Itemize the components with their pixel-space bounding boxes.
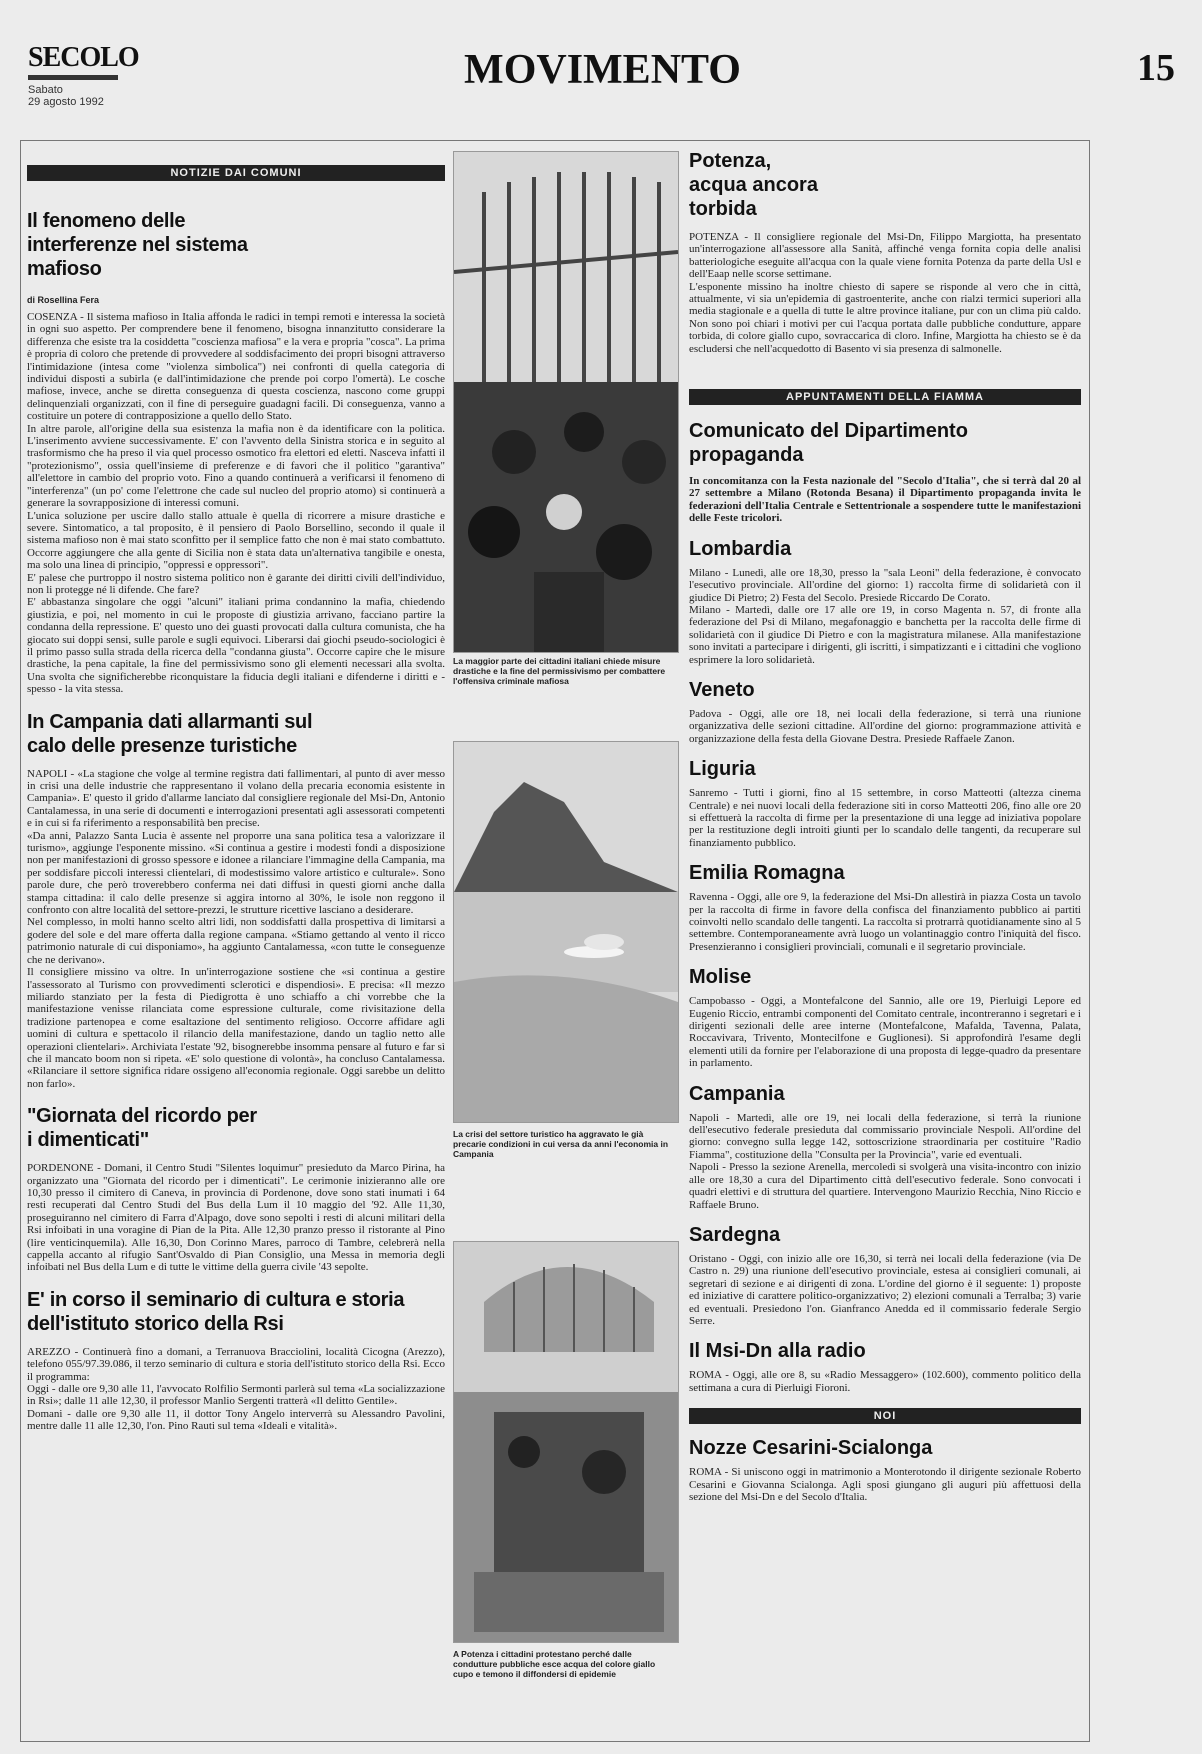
region-sardegna-title: Sardegna (689, 1223, 781, 1246)
region-liguria-p1: Sanremo - Tutti i giorni, fino al 15 settembre, in corso Matteotti (altezza cinema Centrale) e nei nuovi locali della federazione siti in corso Matteotti 206, fino alle ore 20 si effettuerà la raccolta di firme per la presentazione di una legge ad iniziativa popolare per la restituzione degli introiti giunti per lo scandalo delle tangenti, da recuperare sul finanziamento pubblico. (689, 787, 1081, 849)
region-molise-title: Molise (689, 966, 752, 989)
article-nozze-title: Nozze Cesarini-Scialonga (689, 1437, 933, 1460)
masthead (20, 40, 1185, 130)
right-column (689, 149, 1081, 1503)
page-number: 15 (1137, 47, 1175, 89)
region-veneto-p1: Padova - Oggi, alle ore 18, nei locali della federazione, si terrà una riunione organizzativa delle sezioni cittadine. All'ordine del giorno: programmazione attività e organizzazione della festa della Giovane Destra. Presiede Raffaele Zanon. (689, 707, 1081, 745)
article-mafia-p5: E' abbastanza singolare che oggi "alcuni" italiani prima condannino la mafia, chiedendo giustizia, e poi, nel momento in cui le proposte di giustizia arrivano, facciano partire la condanna della repressione. E' questo uno dei guasti provocati dalla cultura comunista, che ha giocato sui doppi sensi, sulle parole e sugli equivoci. Liberarsi dai giochi pseudo-sociologici è il primo passo sulla strada della ricerca della "condanna giusta". Occorre capire che le misure drastiche, la pena capitale, la fine del permissivismo sono gli elementi necessari alla svolta. Una svolta che significherebbe riconquistare la fiducia degli italiani e difenderne i diritti e - spesso - la vita stessa. (27, 596, 445, 696)
section-band-appuntamenti: APPUNTAMENTI DELLA FIAMMA (689, 389, 1081, 405)
article-radio-p1: ROMA - Oggi, alle ore 8, su «Radio Messaggero» (102.600), commento politico della settimana a cura di Pierluigi Fioroni. (689, 1369, 1081, 1394)
region-campania-title: Campania (689, 1082, 785, 1105)
article-giornata-p1: PORDENONE - Domani, il Centro Studi "Silentes loquimur" presieduto da Marco Pirina, ha organizzato una "Giornata del ricordo per i dimenticati". Le cerimonie inizieranno alle ore 10,30 presso il cimitero di Caneva, in provincia di Pordenone, dove sono stati inumati i 64 resti recuperati dal Centro Studi del Bus della Lum il 10 maggio del '92. Alle 11,30, proseguiranno nel cimitero di Farra d'Alpago, dove sono sepolti i resti di alcuni militari della Rsi infoibati in una voragine di Pian de la Pita. Alle 12,30 pranzo presso il ristorante al Pino (lire venticinquemila). Alle 16,30, Don Corinno Mares, parroco di Tambre, celebrerà nella cappella accanto al rifugio Sant'Osvaldo di Pian Consiglio, una Messa in memoria degli infoibati nel Bus della Lum e di tutte le vittime della guerra civile '43 sepolte. (27, 1162, 445, 1274)
article-mafia (27, 209, 445, 696)
section-title: MOVIMENTO (464, 47, 741, 93)
photo-campania-caption: La crisi del settore turistico ha aggravato le già precarie condizioni in cui versa da anni l'economia in Campania (453, 1129, 669, 1159)
article-campania-p1: NAPOLI - «La stagione che volge al termine registra dati fallimentari, al punto di aver messo in crisi una delle industrie che rappresentano il volano della precaria economia esistente in Campania». E' questo il grido d'allarme lanciato dal consigliere regionale del Msi-Dn, Antonio Cantalamessa, in una serie di documenti e interrogazioni presentati agli assessorati competenti e in cui si fa riferimento a responsabilità ben precise. (27, 767, 445, 830)
article-potenza-p2: L'esponente missino ha inoltre chiesto di sapere se risponde al vero che in città, attualmente, vi sia un'epidemia di gastroenterite, anche con rialzi termici superiori alla media stagionale e a quella di tutte le altre province italiane, pur con un clima più caldo. Non sono poi chiari i motivi per cui l'acqua portata dalle pubbliche condutture, appare torbida, di colore giallo cupo, sovraccarica di cloro. Infine, Margiotta ha chiesto se è da escludersi che nell'acquedotto di Basento vi sia presenza di salmonelle. (689, 280, 1081, 355)
photo-potenza-water (453, 1241, 679, 1643)
article-potenza (689, 149, 1081, 355)
article-radio-title: Il Msi-Dn alla radio (689, 1340, 866, 1363)
region-veneto-title: Veneto (689, 678, 755, 701)
photo-mafia-police (453, 151, 679, 653)
region-liguria-title: Liguria (689, 758, 756, 781)
photo-mafia-caption: La maggior parte dei cittadini italiani chiede misure drastiche e la fine del permissivismo per combattere l'offensiva criminale mafiosa (453, 656, 666, 686)
region-lombardia (689, 537, 1081, 666)
region-lombardia-p1: Milano - Lunedì, alle ore 18,30, presso la "sala Leoni" della federazione, è convocato l'esecutivo provinciale. All'ordine del giorno: 1) raccolta firme di solidarietà con il giudice Di Pietro; 2) Festa del Secolo. Presiede Riccardo De Corato. (689, 566, 1081, 604)
article-giornata (27, 1104, 445, 1274)
article-seminario-p3: Domani - dalle ore 9,30 alle 11, il dottor Tony Angelo interverrà su Alessandro Pavolini, mentre dalle 11 alle 12,30, l'on. Pino Rauti sul tema «Ideali e vitalità». (27, 1407, 445, 1433)
region-campania-p2: Napoli - Presso la sezione Arenella, mercoledì si svolgerà una visita-incontro con inizio alle ore 18,30 a cura del Dipartimento città dell'esecutivo federale. Sono convocati i quadri elettivi e di struttura del quartiere. Intervengono Maurizio Recchia, Nino Riccio e Raffaele Bruno. (689, 1161, 1081, 1211)
article-potenza-title: Potenza, acqua ancora torbida (689, 150, 818, 220)
article-giornata-title: "Giornata del ricordo per i dimenticati" (27, 1105, 257, 1152)
article-campania-p2: «Da anni, Palazzo Santa Lucia è assente nel proporre una sana politica tesa a valorizzare il turismo», aggiunge l'esponente missino. «Si continua a gestire i modesti fondi a disposizione non per manifestazioni di grosso spessore e idonee a rilanciare l'immagine della Campania, ma per soddisfare piccoli interessi clientelari, di modestissimo valore artistico e culturale». Sono parole dure, che però troverebbero conferma nei dati diffusi in questi giorni anche dalla stampa cittadina: il calo delle presenze si aggira intorno al 30%, le isole non reggono il confronto con altre località del settore-prezzi, le strutture ricettive lasciano a desiderare. (27, 829, 445, 917)
article-comunicato (689, 419, 1081, 525)
section-band-noi: NOI (689, 1408, 1081, 1424)
article-campania (27, 710, 445, 1091)
article-comunicato-title: Comunicato del Dipartimento propaganda (689, 420, 968, 467)
article-comunicato-p1: In concomitanza con la Festa nazionale del "Secolo d'Italia", che si terrà dal 20 al 27 settembre a Milano (Rotonda Besana) il Dipartimento propaganda invita le federazioni dell'Italia Centrale e Settentrionale a sospendere tutte le manifestazioni delle Feste tricolori. (689, 475, 1081, 525)
newspaper-logo: SECOLO (28, 42, 139, 73)
day: Sabato (28, 84, 63, 96)
article-campania-title: In Campania dati allarmanti sul calo delle presenze turistiche (27, 710, 313, 757)
article-mafia-p4: E' palese che purtroppo il nostro sistema politico non è garante dei diritti civili dell'individuo, non li protegge né li difende. Che fare? (27, 571, 445, 596)
region-lombardia-title: Lombardia (689, 537, 792, 560)
article-campania-p4: Il consigliere missino va oltre. In un'interrogazione sostiene che «si continua a gestire l'assessorato al Turismo con provvedimenti sclerotici e dispendiosi». E precisa: «Il mezzo miliardo stanziato per la festa di Piedigrotta è uno schiaffo a chi vorrebbe che la manifestazione venisse rilanciata come espressione culturale, come rivisitazione della tradizione partenopea e come esaltazione del sentimento religioso. Occorre affidare agli uomini di cultura e spettacolo il rilancio della manifestazione, dando un taglio netto alle operazioni clientelari». Archiviata l'estate '92, bisognerebbe insomma pensare al futuro e far sì che il mancato boom non si ripeta. «E' solo questione di volontà», ha concluso Cantalamessa. «Rilanciare il settore significa ridare ossigeno all'economia regionale. Oggi sarebbe un delitto non farlo». (27, 966, 445, 1090)
photo-column (451, 141, 681, 1741)
region-liguria (689, 757, 1081, 849)
article-radio (689, 1339, 1081, 1394)
content-frame (20, 140, 1090, 1742)
section-band-notizie: NOTIZIE DAI COMUNI (27, 165, 445, 181)
article-seminario-p1: AREZZO - Continuerà fino a domani, a Terranuova Bracciolini, località Cicogna (Arezzo), telefono 055/97.39.086, il terzo seminario di cultura e storia dell'istituto storico della Rsi. Ecco il programma: (27, 1345, 445, 1383)
date: 29 agosto 1992 (28, 96, 104, 108)
article-seminario (27, 1288, 445, 1433)
article-nozze-p1: ROMA - Si uniscono oggi in matrimonio a Monterotondo il dirigente sezionale Roberto Cesarini e Giovanna Scialonga. Agli sposi giungano gli auguri più affettuosi della sezione del Msi-Dn e del Secolo d'Italia. (689, 1466, 1081, 1503)
article-mafia-byline: di Rosellina Fera (27, 295, 100, 305)
article-nozze (689, 1436, 1081, 1503)
article-seminario-p2: Oggi - dalle ore 9,30 alle 11, l'avvocato Rolfilio Sermonti parlerà sul tema «La socializzazione in Rsi»; dalle 11 alle 12,30, il professor Manlio Sergenti tratterà «Il delitto Gentile». (27, 1383, 445, 1408)
photo-campania-coast (453, 741, 679, 1123)
region-sardegna (689, 1223, 1081, 1327)
region-molise (689, 965, 1081, 1069)
region-lombardia-p2: Milano - Martedì, dalle ore 17 alle ore 19, in corso Magenta n. 57, di fronte alla federazione del Psi di Milano, megafonaggio e banchetta per la raccolta delle firme di solidarietà con il giudice Di Pietro e con la magistratura milanese. Alla manifestazione sono invitati a partecipare i dirigenti, gli iscritti, i simpatizzanti e i cittadini che vogliono esprimere la loro solidarietà. (689, 603, 1081, 666)
region-emilia-p1: Ravenna - Oggi, alle ore 9, la federazione del Msi-Dn allestirà in piazza Costa un tavolo per la raccolta di firme in favore della confisca del finanziamento pubblico ai partiti coinvolti nello scandalo delle tangenti. La raccolta si protrarrà quotidianamente sino al 5 settembre. Contemporaneamente avrà luogo un volantinaggio contro l'iniquità del fisco. Presenzieranno i consiglieri provinciali, comunali e il segretario provinciale. (689, 891, 1081, 953)
photo-potenza-caption: A Potenza i cittadini protestano perché dalle condutture pubbliche esce acqua del colore giallo cupo e temono il diffondersi di epidemie (453, 1649, 656, 1679)
article-mafia-p2: In altre parole, all'origine della sua esistenza la mafia non è da identificare con la politica. L'inserimento avviene successivamente. E' con l'avvento della Sinistra storica e in seguito al trasformismo che ha preso il via quel processo osmotico fra elettori ed eletti. Nasceva infatti il "protezionismo", ossia quell'insieme di preferenze e di favori che il politico "garantiva" all'elettore in cambio del proprio voto. Fino a quando continuerà a verificarsi il fenomeno di "interferenza" (un po' come l'elettrone che cade sul nucleo del proprio atomo) si continuerà a generare la sovrapposizione di interessi comuni. (27, 422, 445, 510)
article-campania-p3: Nel complesso, in molti hanno scelto altri lidi, non soddisfatti dalla prospettiva di limitarsi a godere del sole e del mare offerta dalla regione campana. «Stiamo gettando al vento il ricco patrimonio naturale di cui disponiamo», ha aggiunto Cantalamessa, «con tutte le conseguenze che ne derivano». (27, 916, 445, 966)
region-emilia-romagna (689, 861, 1081, 953)
region-veneto (689, 678, 1081, 745)
left-column (27, 165, 445, 1433)
article-mafia-title: Il fenomeno delle interferenze nel sistema mafioso (27, 210, 248, 280)
article-mafia-p1: COSENZA - Il sistema mafioso in Italia affonda le radici in tempi remoti e interessa la società in ogni suo aspetto. Per comprendere bene il fenomeno, bisogna innanzitutto considerare la differenza che esiste tra la cosiddetta "coscienza mafiosa" e la vera e propria "cosca". La prima è propria di coloro che pretende di provvedere al soddisfacimento dei propri bisogni attraverso l'intimidazione (intesa come "violenza simbolica") nei confronti di quella categoria di individui disposti a subirla (e dall'intimidazione che prende poi corpo l'omertà). Le cosche mafiose, invece, anche se diretta conseguenza di questa coscienza, nascono come gruppi delinquenziali organizzati, con il fine di perseguire guadagni facili. Di conseguenza, vanno a costituire un potere di contrapposizione a quello dello Stato. (27, 311, 445, 423)
region-molise-p1: Campobasso - Oggi, a Montefalcone del Sannio, alle ore 19, Pierluigi Lepore ed Eugenio Riccio, entrambi componenti del Comitato centrale, incontreranno i segretari e i dirigenti sezionali delle aree interne (Montefalcone, Mafalda, Tavenna, Palata, Roccavivara, Trivento, Montecilfone e Guglionesi). Si approfondirà l'esame degli elementi utili da fornire per l'elaborazione di una proposta di legge-quadro da presentare in parlamento. (689, 995, 1081, 1070)
article-potenza-p1: POTENZA - Il consigliere regionale del Msi-Dn, Filippo Margiotta, ha presentato un'interrogazione all'assessore alla Sanità, affinché venga fornita copia delle analisi batteriologiche eseguite all'acqua con la quale viene fornita Potenza da parte della Usl e dell'Eaap nelle scorse settimane. (689, 231, 1081, 281)
region-campania-p1: Napoli - Martedì, alle ore 19, nei locali della federazione, si terrà la riunione dell'esecutivo federale presieduta dal commissario provinciale Nespoli. All'ordine del giorno: convegno sulla legge 142, sottoscrizione straordinaria per costituire "Radio Fiamma", costituzione della "Consulta per la Provincia", varie ed eventuali. (689, 1111, 1081, 1161)
region-emilia-title: Emilia Romagna (689, 862, 845, 885)
region-sardegna-p1: Oristano - Oggi, con inizio alle ore 16,30, si terrà nei locali della federazione (via De Castro n. 29) una riunione dell'esecutivo provinciale, estesa ai consiglieri comunali, ai segretari di sezione e ai dirigenti di zona. L'ordine del giorno è il seguente: 1) proposte ed iniziative di carattere politico-organizzativo; 2) elezioni comunali a Terralba; 3) varie ed eventuali. Presiedono l'on. Gianfranco Anedda ed il commissario federale Sergio Serre. (689, 1252, 1081, 1327)
region-campania (689, 1082, 1081, 1211)
article-seminario-title: E' in corso il seminario di cultura e storia dell'istituto storico della Rsi (27, 1288, 405, 1335)
article-mafia-p3: L'unica soluzione per uscire dallo stallo attuale è quella di ricorrere a misure drastiche e severe. Sintomatico, a tal proposito, è il pensiero di Paolo Borsellino, secondo il quale il sistema mafioso non è mai stato sconfitto per il semplice fatto che non è mai stato combattuto. Occorre aggiungere che alla gente di Sicilia non è stata data un'alternativa tangibile e onesta, ma solo una linea di principio, "oppressi e oppressori". (27, 509, 445, 572)
